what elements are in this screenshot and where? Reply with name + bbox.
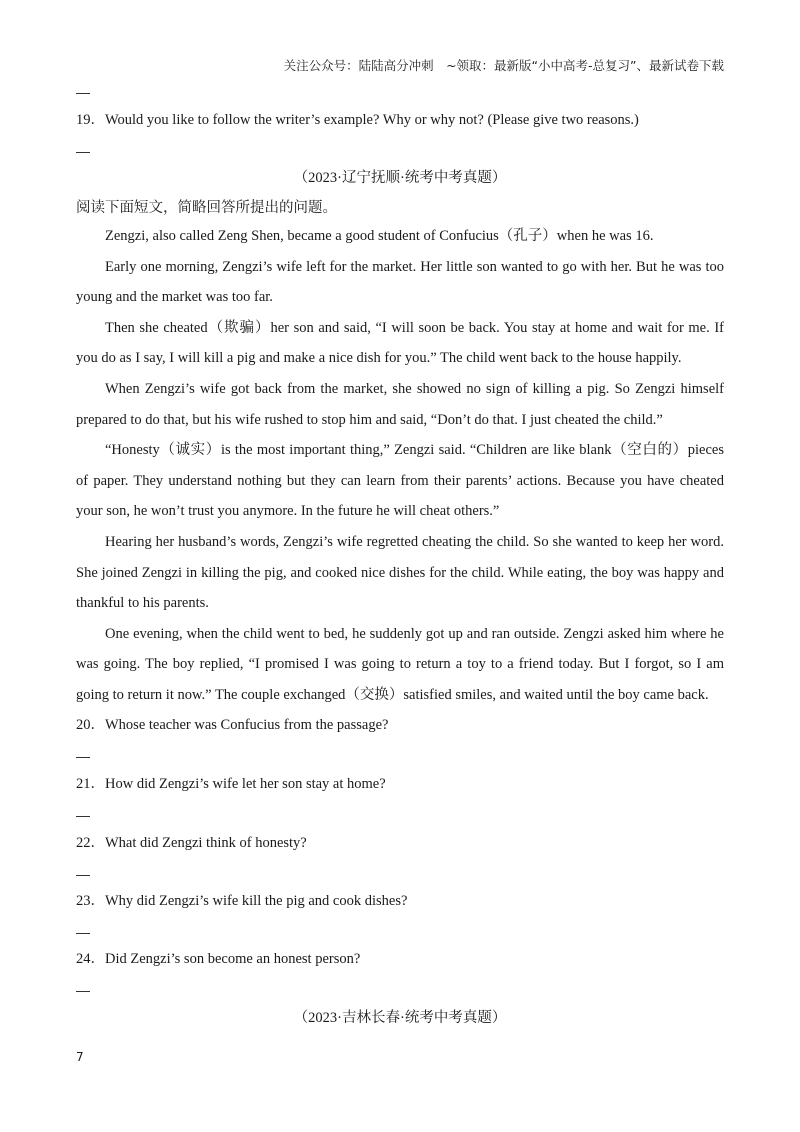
passage-paragraph-2: Early one morning, Zengzi’s wife left for the market. Her little son wanted to go with her. But he was too young and the market was too far. <box>76 258 724 306</box>
question-23: 23．Why did Zengzi’s wife kill the pig and cook dishes? <box>76 893 408 909</box>
question-21: 21．How did Zengzi’s wife let her son stay at home? <box>76 776 386 792</box>
answer-blank-19 <box>76 152 90 153</box>
answer-blank-20 <box>76 757 90 758</box>
passage-paragraph-7: One evening, when the child went to bed, he suddenly got up and ran outside. Zengzi asked him where he was going. The boy replied, “I promised I was going to return a toy to a friend today. But I forgot, so I am going to return it now.” The couple exchanged（交换）satisfied smiles, and waited until the boy came back. <box>76 625 724 703</box>
answer-blank-21 <box>76 816 90 817</box>
reading-passage <box>76 221 724 711</box>
answer-blank-22 <box>76 875 90 876</box>
source-label-jilin: （2023·吉林长春·统考中考真题） <box>293 1010 507 1026</box>
source-label-liaoning: （2023·辽宁抚顺·统考中考真题） <box>293 170 507 186</box>
page-header: 关注公众号：陆陆高分冲刺 ~领取：最新版“小中高考-总复习”、最新试卷下载 <box>283 58 724 73</box>
question-24: 24．Did Zengzi’s son become an honest person? <box>76 951 361 967</box>
answer-blank-18 <box>76 93 90 94</box>
passage-paragraph-6: Hearing her husband’s words, Zengzi’s wife regretted cheating the child. So she wanted to keep her word. She joined Zengzi in killing the pig, and cooked nice dishes for the child. While eating, the boy was happy and thankful to his parents. <box>76 533 724 612</box>
passage-paragraph-5: “Honesty（诚实）is the most important thing,” Zengzi said. “Children are like blank（空白的）pieces of paper. They understand nothing but they can learn from their parents’ actions. Because you have cheated your son, he won’t trust you anymore. In the future he will cheat others.” <box>76 442 724 520</box>
question-22: 22．What did Zengzi think of honesty? <box>76 835 307 851</box>
reading-instruction: 阅读下面短文，简略回答所提出的问题。 <box>76 200 337 216</box>
passage-paragraph-3: Then she cheated（欺骗）her son and said, “I will soon be back. You stay at home and wait for me. If you do as I say, I will kill a pig and make a nice dish for you.” The child went back to the house happily. <box>76 319 724 367</box>
passage-paragraph-1: Zengzi, also called Zeng Shen, became a good student of Confucius（孔子）when he was 16. <box>105 228 654 244</box>
page-number: 7 <box>76 1050 84 1064</box>
question-19: 19．Would you like to follow the writer’s example? Why or why not? (Please give two reasons.) <box>76 112 639 128</box>
answer-blank-24 <box>76 991 90 992</box>
question-20: 20．Whose teacher was Confucius from the passage? <box>76 717 389 733</box>
passage-paragraph-4: When Zengzi’s wife got back from the market, she showed no sign of killing a pig. So Zengzi himself prepared to do that, but his wife rushed to stop him and said, “Don’t do that. I just cheated the child.” <box>76 380 724 428</box>
answer-blank-23 <box>76 933 90 934</box>
